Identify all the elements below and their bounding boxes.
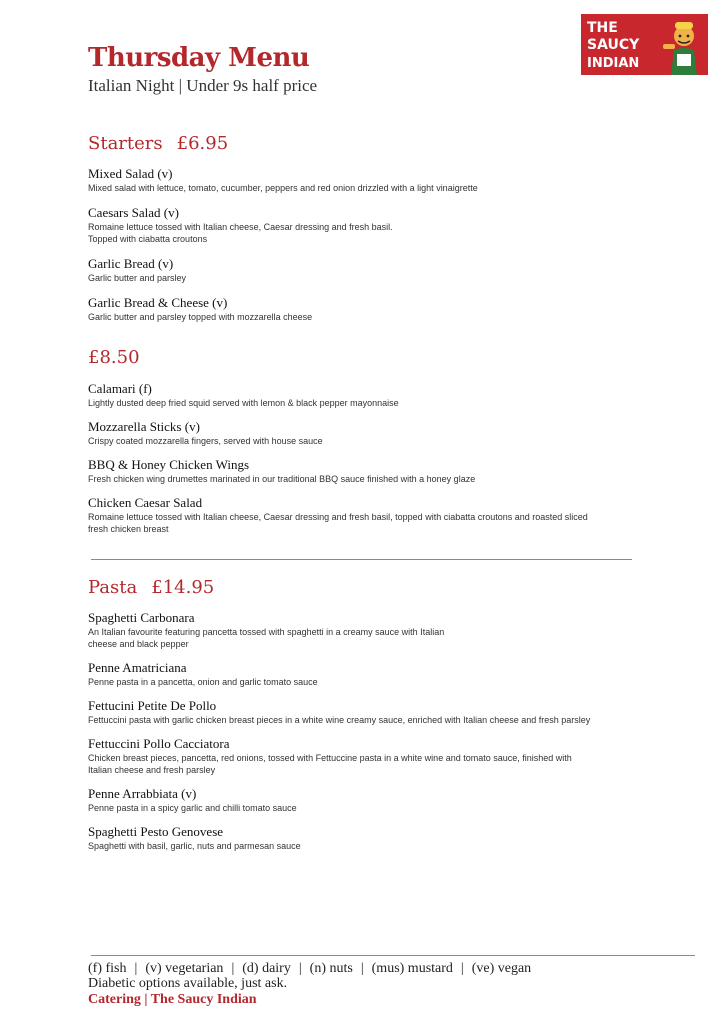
section-name: Pasta [88, 577, 138, 598]
item-name: Chicken Caesar Salad [88, 495, 203, 510]
item-name: Fettuccini Pollo Cacciatora [88, 736, 230, 751]
page-title: Thursday Menu [88, 43, 310, 73]
item-name: Garlic Bread (v) [88, 256, 174, 271]
catering-brand: Catering | The Saucy Indian [88, 992, 257, 1007]
item-name: BBQ & Honey Chicken Wings [88, 457, 250, 472]
menu-item [88, 786, 625, 814]
menu-group-pasta [88, 610, 625, 852]
item-description: Fettuccini pasta with garlic chicken breast pieces in a white wine creamy sauce, enriched with Italian cheese and fresh parsley [88, 715, 591, 725]
legend-item: (d) dairy [242, 961, 291, 976]
item-name: Caesars Salad (v) [88, 205, 179, 220]
item-description: cheese and black pepper [88, 639, 189, 649]
legend-item: (ve) vegan [471, 961, 532, 976]
section-price: £6.95 [176, 133, 229, 154]
item-name: Calamari (f) [88, 381, 152, 396]
section-divider [91, 559, 632, 560]
item-description: Italian cheese and fresh parsley [88, 765, 216, 775]
item-name: Penne Arrabbiata (v) [88, 786, 197, 801]
item-description: Garlic butter and parsley [88, 273, 187, 283]
item-name: Mixed Salad (v) [88, 166, 173, 181]
footer-divider [91, 955, 695, 956]
menu-item [88, 824, 625, 852]
menu-group-8-50 [88, 381, 625, 535]
item-description: Mixed salad with lettuce, tomato, cucumber, peppers and red onion drizzled with a light vinaigrette [88, 183, 478, 193]
menu-item [88, 295, 625, 323]
dietary-legend: (f) fish | (v) vegetarian | (d) dairy | (n) nuts | (mus) mustard | (ve) vegan [88, 961, 532, 976]
legend-item: (v) vegetarian [145, 961, 224, 976]
legend-item: (mus) mustard [371, 961, 453, 976]
menu-item [88, 610, 625, 650]
section-heading-price [88, 347, 140, 369]
section-price: £14.95 [151, 577, 215, 598]
menu-item [88, 660, 625, 688]
menu-item [88, 166, 625, 194]
saucy-indian-logo [581, 14, 708, 75]
item-description: Spaghetti with basil, garlic, nuts and parmesan sauce [88, 841, 301, 851]
section-price: £8.50 [88, 347, 140, 368]
item-description: Penne pasta in a pancetta, onion and garlic tomato sauce [88, 677, 318, 687]
item-description: Garlic butter and parsley topped with mozzarella cheese [88, 312, 313, 322]
menu-item [88, 256, 625, 284]
logo-text-line3: INDIAN [587, 56, 640, 71]
menu-group-starters [88, 166, 625, 323]
menu-item [88, 381, 625, 409]
item-description: Penne pasta in a spicy garlic and chilli tomato sauce [88, 803, 297, 813]
item-description: Crispy coated mozzarella fingers, served with house sauce [88, 436, 323, 446]
section-heading-starters [88, 133, 228, 155]
legend-item: (n) nuts [309, 961, 353, 976]
menu-item [88, 419, 625, 447]
diabetic-note: Diabetic options available, just ask. [88, 976, 288, 991]
item-description: Romaine lettuce tossed with Italian cheese, Caesar dressing and fresh basil. [88, 222, 393, 232]
item-description: Chicken breast pieces, pancetta, red onions, tossed with Fettuccine pasta in a white wine and tomato sauce, finished with [88, 753, 572, 763]
item-description: Romaine lettuce tossed with Italian cheese, Caesar dressing and fresh basil, topped with ciabatta croutons and roasted sliced [88, 512, 588, 522]
section-heading-pasta [88, 577, 214, 599]
item-name: Penne Amatriciana [88, 660, 187, 675]
logo-text-line2: SAUCY [587, 37, 640, 53]
item-description: Topped with ciabatta croutons [88, 234, 208, 244]
item-description: fresh chicken breast [88, 524, 169, 534]
item-name: Fettucini Petite De Pollo [88, 698, 217, 713]
menu-item [88, 736, 625, 776]
item-description: Lightly dusted deep fried squid served with lemon & black pepper mayonnaise [88, 398, 399, 408]
menu-item [88, 457, 625, 485]
section-name: Starters [88, 133, 163, 154]
item-name: Garlic Bread & Cheese (v) [88, 295, 228, 310]
item-name: Spaghetti Pesto Genovese [88, 824, 224, 839]
menu-item [88, 205, 625, 245]
item-name: Mozzarella Sticks (v) [88, 419, 200, 434]
item-description: An Italian favourite featuring pancetta tossed with spaghetti in a creamy sauce with Italian [88, 627, 445, 637]
legend-item: (f) fish [88, 961, 127, 976]
item-name: Spaghetti Carbonara [88, 610, 195, 625]
page-subtitle: Italian Night | Under 9s half price [88, 76, 318, 95]
logo-text-line1: THE [587, 20, 618, 36]
item-description: Fresh chicken wing drumettes marinated in our traditional BBQ sauce finished with a honey glaze [88, 474, 476, 484]
menu-item [88, 698, 625, 726]
menu-item [88, 495, 625, 535]
